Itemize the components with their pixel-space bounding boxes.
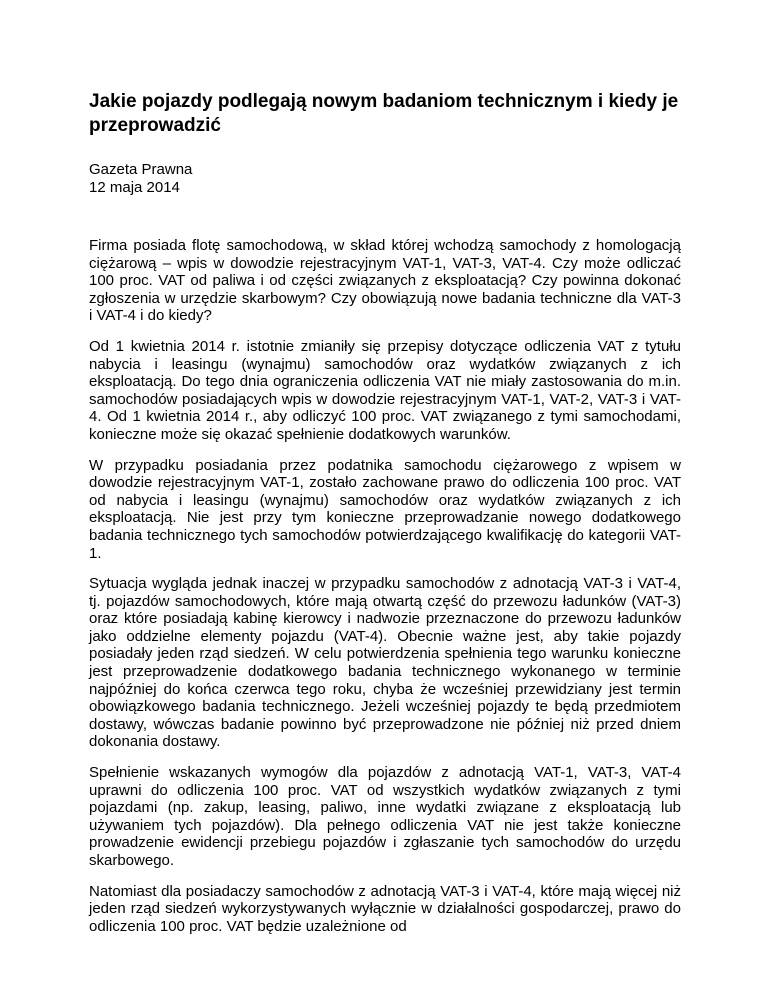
paragraph-deduction-rights: Spełnienie wskazanych wymogów dla pojazdów z adnotacją VAT-1, VAT-3, VAT-4 uprawni do odliczenia 100 proc. VAT od wszystkich wydatków związanych z tymi pojazdami (np. zakup, leasing, paliwo, inne wydatki związane z eksploatacją lub używaniem tych pojazdów). Dla pełnego odliczenia VAT nie jest także konieczne prowadzenie ewidencji przebiegu pojazdów i zgłaszanie tych samochodów do urzędu skarbowego. — [89, 764, 681, 869]
article-meta — [89, 161, 681, 196]
paragraph-question: Firma posiada flotę samochodową, w skład której wchodzą samochody z homologacją ciężarową – wpis w dowodzie rejestracyjnym VAT-1, VAT-3, VAT-4. Czy może odliczać 100 proc. VAT od paliwa i od części związanych z eksploatacją? Czy powinna dokonać zgłoszenia w urzędzie skarbowym? Czy obowiązują nowe badania techniczne dla VAT-3 i VAT-4 i do kiedy? — [89, 237, 681, 325]
article-date: 12 maja 2014 — [89, 178, 180, 196]
paragraph-vat-1: W przypadku posiadania przez podatnika samochodu ciężarowego z wpisem w dowodzie rejestracyjnym VAT-1, zostało zachowane prawo do odliczenia 100 proc. VAT od nabycia i leasingu (wynajmu) samochodów oraz wydatków związanych z ich eksploatacją. Nie jest przy tym konieczne przeprowadzanie nowego dodatkowego badania technicznego tych samochodów potwierdzającego kwalifikację do kategorii VAT-1. — [89, 456, 681, 562]
article-title: Jakie pojazdy podlegają nowym badaniom technicznym i kiedy je przeprowadzić — [89, 91, 679, 136]
document-page — [89, 90, 681, 948]
paragraph-multiple-seat-rows: Natomiast dla posiadaczy samochodów z adnotacją VAT-3 i VAT-4, które mają więcej niż jeden rząd siedzeń wykorzystywanych wyłącznie w działalności gospodarczej, prawo do odliczenia 100 proc. VAT będzie uzależnione od — [89, 882, 681, 935]
article-source: Gazeta Prawna — [89, 161, 193, 178]
paragraph-vat-3-vat-4: Sytuacja wygląda jednak inaczej w przypadku samochodów z adnotacją VAT-3 i VAT-4, tj. pojazdów samochodowych, które mają otwartą część do przewozu ładunków (VAT-3) oraz które posiadają kabinę kierowcy i nadwozie przeznaczone do przewozu ładunków jako oddzielne elementy pojazdu (VAT-4). Obecnie ważne jest, aby takie pojazdy posiadały jeden rząd siedzeń. W celu potwierdzenia spełnienia tego warunku konieczne jest przeprowadzenie dodatkowego badania technicznego wykonanego w terminie najpóźniej do końca czerwca tego roku, chyba że wcześniej przewidziany jest termin obowiązkowego badania technicznego. Jeżeli wcześniej pojazdy te będą przedmiotem dostawy, wówczas badanie powinno być przeprowadzone nie później niż przed dniem dokonania dostawy. — [89, 575, 681, 751]
paragraph-rule-change: Od 1 kwietnia 2014 r. istotnie zmianiły się przepisy dotyczące odliczenia VAT z tytułu nabycia i leasingu (wynajmu) samochodów oraz wydatków związanych z ich eksploatacją. Do tego dnia ograniczenia odliczenia VAT nie miały zastosowania do m.in. samochodów posiadających wpis w dowodzie rejestracyjnym VAT-1, VAT-2, VAT-3 i VAT-4. Od 1 kwietnia 2014 r., aby odliczyć 100 proc. VAT związanego z tymi samochodami, konieczne może się okazać spełnienie dodatkowych warunków. — [89, 337, 681, 443]
